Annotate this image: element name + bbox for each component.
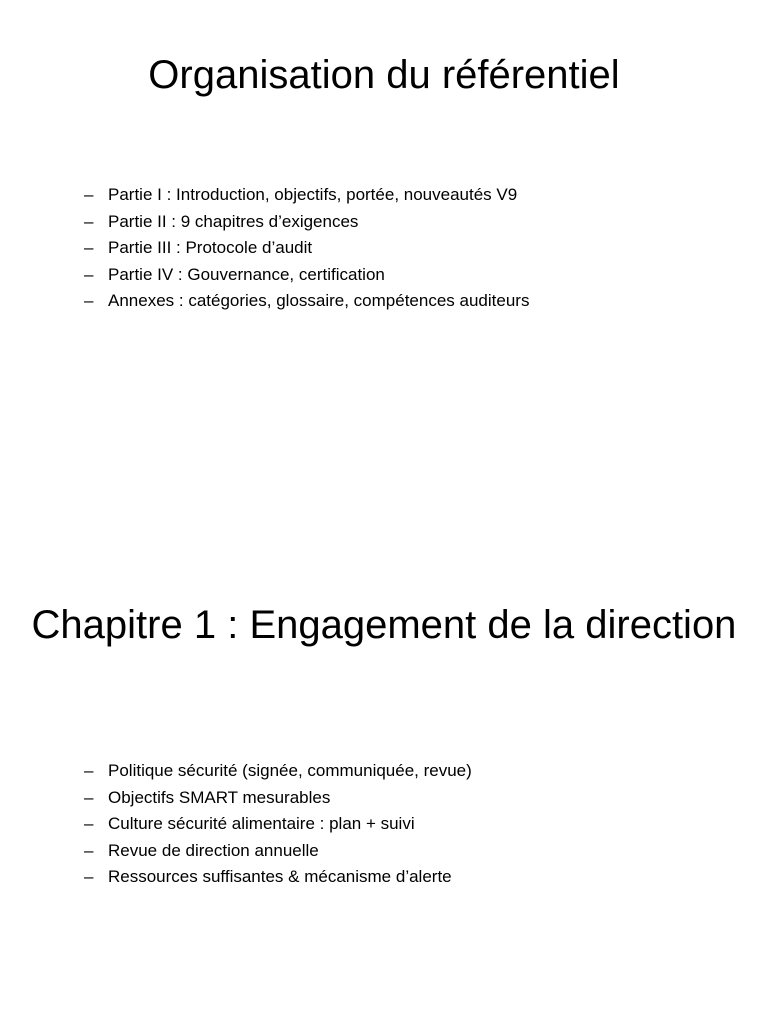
- bullet-text: Revue de direction annuelle: [108, 840, 319, 860]
- slide-title: Organisation du référentiel: [148, 53, 620, 97]
- list-item: [84, 864, 472, 891]
- bullet-list: [84, 182, 529, 315]
- dash-marker: –: [84, 840, 94, 860]
- dash-marker: –: [84, 787, 94, 807]
- dash-marker: –: [84, 185, 94, 204]
- list-item: [84, 785, 472, 812]
- slide-title: Chapitre 1 : Engagement de la direction: [31, 603, 737, 647]
- bullet-text: Partie II : 9 chapitres d’exigences: [108, 211, 359, 231]
- dash-marker: –: [84, 211, 94, 231]
- bullet-text: Politique sécurité (signée, communiquée, revue): [108, 761, 472, 780]
- bullet-text: Culture sécurité alimentaire : plan + suivi: [108, 814, 415, 834]
- bullet-text: Partie I : Introduction, objectifs, portée, nouveautés V9: [108, 185, 518, 204]
- dash-marker: –: [84, 238, 94, 258]
- slide-chapitre-1: [0, 576, 768, 1024]
- list-item: [84, 209, 529, 236]
- list-item: [84, 811, 472, 838]
- list-item: [84, 182, 529, 209]
- bullet-text: Ressources suffisantes & mécanisme d’alerte: [108, 867, 452, 887]
- dash-marker: –: [84, 291, 94, 311]
- bullet-text: Partie IV : Gouvernance, certification: [108, 264, 385, 284]
- bullet-text: Partie III : Protocole d’audit: [108, 238, 313, 258]
- list-item: [84, 262, 529, 289]
- bullet-text: Objectifs SMART mesurables: [108, 787, 331, 807]
- list-item: [84, 758, 472, 785]
- bullet-list: [84, 758, 472, 891]
- dash-marker: –: [84, 867, 94, 887]
- list-item: [84, 838, 472, 865]
- dash-marker: –: [84, 761, 94, 780]
- bullet-text: Annexes : catégories, glossaire, compétences auditeurs: [108, 291, 530, 311]
- list-item: [84, 235, 529, 262]
- dash-marker: –: [84, 264, 94, 284]
- list-item: [84, 288, 529, 315]
- dash-marker: –: [84, 814, 94, 834]
